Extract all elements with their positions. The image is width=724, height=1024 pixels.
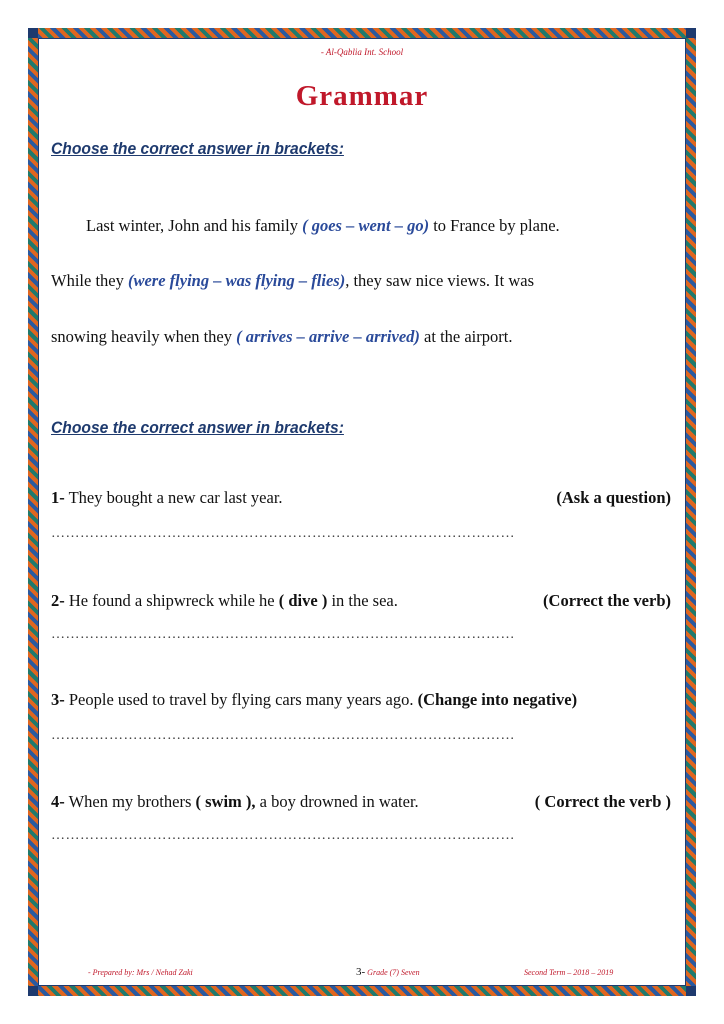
corner-ornament [28, 28, 38, 38]
corner-ornament [686, 28, 696, 38]
instruction-2: (Correct the verb) [543, 591, 671, 610]
paragraph-line-3: snowing heavily when they ( arrives – arrive – arrived) at the airport. [51, 327, 513, 346]
paragraph-line-2: While they (were flying – was flying – flies), they saw nice views. It was [51, 271, 535, 290]
instruction-4: ( Correct the verb ) [534, 792, 671, 811]
question-3: 3- People used to travel by flying cars many years ago. (Change into negative) [51, 690, 578, 709]
school-name: - Al-Qablia Int. School [320, 47, 404, 57]
section1-heading: Choose the correct answer in brackets: [51, 139, 344, 158]
paragraph-line-1: Last winter, John and his family ( goes – went – go) to France by plane. [86, 216, 560, 235]
answer-line-2[interactable]: …………………………………………………………………………………… [51, 627, 515, 642]
options-3: ( arrives – arrive – arrived) [236, 327, 420, 346]
page-title: Grammar [295, 80, 429, 112]
question-4: 4- When my brothers ( swim ), a boy drowned in water. ( Correct the verb ) [51, 792, 671, 811]
footer-grade: 3- Grade (7) Seven [356, 966, 420, 978]
options-2: (were flying – was flying – flies) [127, 271, 346, 290]
answer-line-1[interactable]: …………………………………………………………………………………… [51, 526, 515, 541]
page-number: 3- [356, 966, 366, 978]
section2-heading: Choose the correct answer in brackets: [51, 418, 344, 437]
corner-ornament [28, 986, 38, 996]
options-1: ( goes – went – go) [302, 216, 430, 235]
answer-line-3[interactable]: …………………………………………………………………………………… [51, 728, 515, 743]
instruction-3: (Change into negative) [417, 690, 578, 709]
footer-term: Second Term – 2018 – 2019 [524, 968, 614, 977]
question-1: 1- They bought a new car last year. (Ask a question) [51, 488, 671, 507]
corner-ornament [686, 986, 696, 996]
footer-prepared-by: - Prepared by: Mrs / Nehad Zaki [88, 968, 193, 977]
question-2: 2- He found a shipwreck while he ( dive ) in the sea. (Correct the verb) [51, 591, 671, 610]
instruction-1: (Ask a question) [556, 488, 671, 507]
answer-line-4[interactable]: …………………………………………………………………………………… [51, 828, 515, 843]
